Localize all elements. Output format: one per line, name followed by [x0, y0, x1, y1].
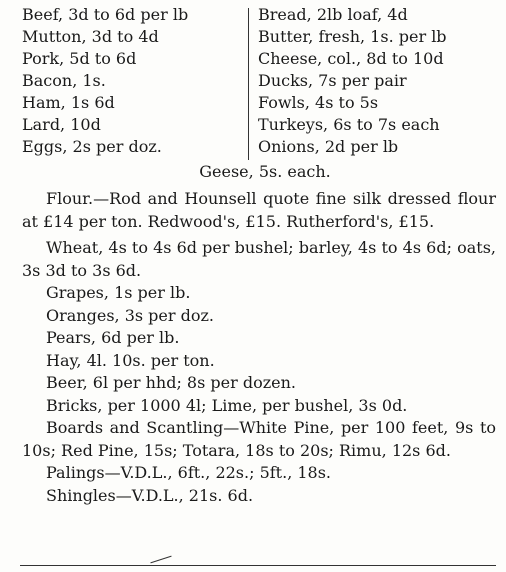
price-line: Pork, 5d to 6d [22, 49, 137, 68]
wheat-paragraph: Wheat, 4s to 4s 6d per bushel; barley, 4s to 4s 6d; oats, 3s 3d to 3s 6d. [22, 238, 496, 280]
price-line: Onions, 2d per lb [258, 137, 399, 156]
price-line: Pears, 6d per lb. [46, 328, 180, 347]
left-price-column [22, 4, 242, 158]
price-line: Turkeys, 6s to 7s each [258, 115, 440, 134]
price-line: Cheese, col., 8d to 10d [258, 49, 444, 68]
price-line: Bread, 2lb loaf, 4d [258, 5, 408, 24]
flour-paragraph: Flour.—Rod and Hounsell quote fine silk dressed flour at £14 per ton. Redwood's, £15. Rutherford's, £15. [22, 189, 496, 231]
price-line: Eggs, 2s per doz. [22, 137, 162, 156]
price-line: Hay, 4l. 10s. per ton. [46, 350, 215, 370]
price-line: Ham, 1s 6d [22, 93, 115, 112]
bottom-rule [20, 565, 496, 566]
geese-price-line: Geese, 5s. each. [199, 162, 331, 181]
price-line: Butter, fresh, 1s. per lb [258, 27, 447, 46]
price-line: Shingles—V.D.L., 21s. 6d. [46, 485, 254, 505]
price-line: Grapes, 1s per lb. [46, 283, 191, 302]
price-line: Beef, 3d to 6d per lb [22, 5, 189, 24]
price-line: Bacon, 1s. [22, 71, 106, 90]
boards-paragraph: Boards and Scantling—White Pine, per 100 feet, 9s to 10s; Red Pine, 15s; Totara, 18s to 20s; Rimu, 12s 6d. [22, 418, 496, 460]
price-line: Mutton, 3d to 4d [22, 27, 159, 46]
right-price-column [258, 4, 498, 158]
column-divider [248, 8, 249, 160]
price-line: Beer, 6l per hhd; 8s per dozen. [46, 373, 296, 392]
price-line: Palings—V.D.L., 6ft., 22s.; 5ft., 18s. [46, 463, 332, 482]
price-line: Ducks, 7s per pair [258, 71, 407, 90]
price-columns [22, 4, 492, 162]
price-line: Lard, 10d [22, 115, 101, 134]
price-line: Fowls, 4s to 5s [258, 93, 379, 112]
price-line: Oranges, 3s per doz. [46, 305, 215, 325]
market-report-body [22, 188, 496, 507]
price-line: Bricks, per 1000 4l; Lime, per bushel, 3s 0d. [46, 395, 408, 415]
rule-mark [150, 556, 171, 564]
